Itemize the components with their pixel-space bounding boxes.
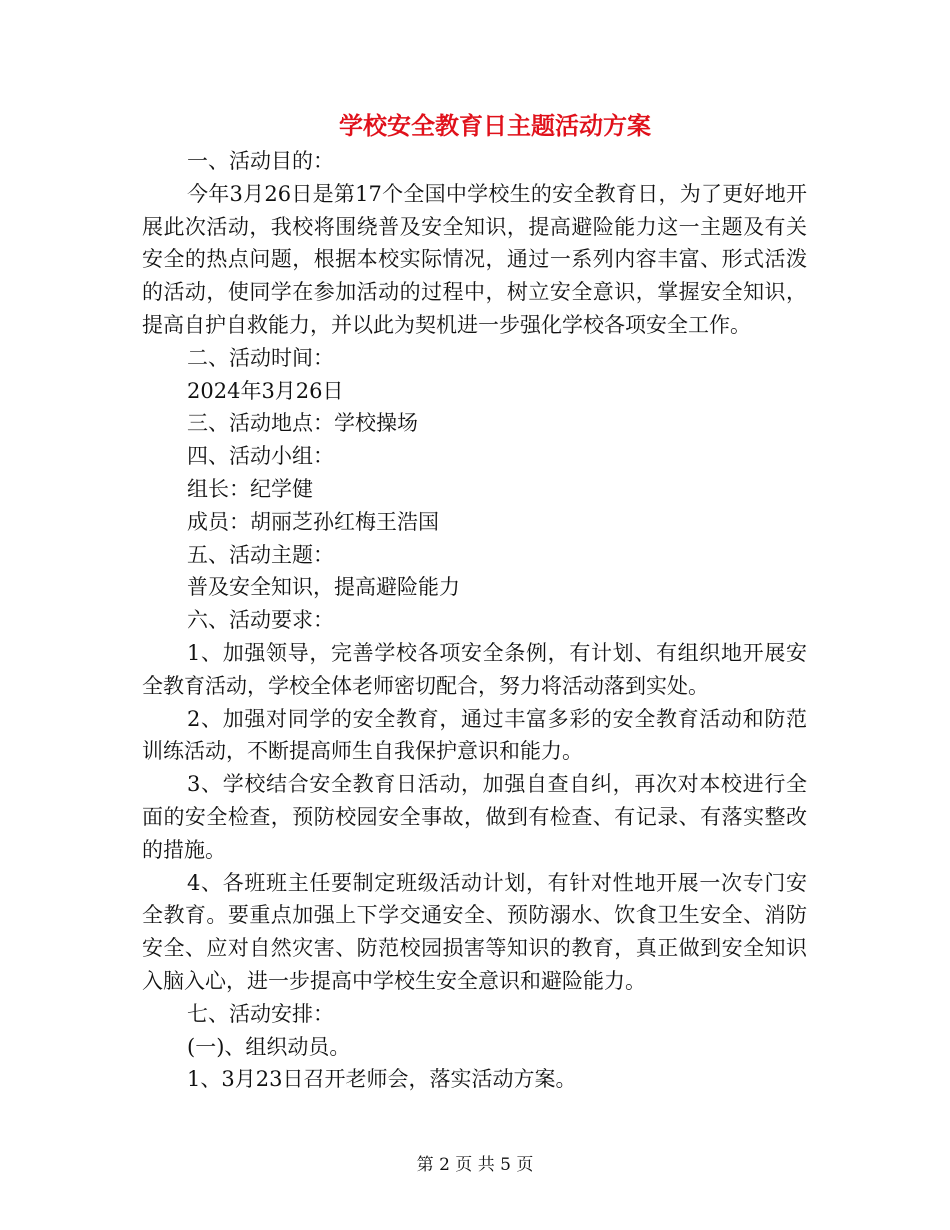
page-number-footer: 第 2 页 共 5 页: [416, 1155, 534, 1175]
section-heading-time: 二、活动时间：: [187, 345, 334, 370]
arrangement-subheading: (一)、组织动员。: [187, 1034, 351, 1059]
section-heading-location: 三、活动地点：学校操场: [187, 411, 418, 436]
section-heading-purpose: 一、活动目的：: [187, 149, 334, 173]
section-heading-requirements: 六、活动要求：: [187, 608, 334, 633]
arrangement-item: 1、3月23日召开老师会，落实活动方案。: [187, 1067, 577, 1092]
document-title: 学校安全教育日主题活动方案: [339, 112, 651, 140]
document-body: [142, 145, 807, 1096]
section-heading-arrangement: 七、活动安排：: [187, 1001, 334, 1026]
group-members: 成员：胡丽芝孙红梅王浩国: [187, 509, 439, 534]
paragraph-purpose: 今年3月26日是第17个全国中学校生的安全教育日，为了更好地开展此次活动，我校将围绕普及安全知识，提高避险能力这一主题及有关安全的热点问题，根据本校实际情况，通过一系列内容丰富、形式活泼的活动，使同学在参加活动的过程中，树立安全意识，掌握安全知识，提高自护自救能力，并以此为契机进一步强化学校各项安全工作。: [142, 181, 807, 337]
requirement-item: 2、加强对同学的安全教育，通过丰富多彩的安全教育活动和防范训练活动，不断提高师生自我保护意识和能力。: [142, 706, 807, 764]
activity-theme: 普及安全知识，提高避险能力: [187, 575, 460, 600]
activity-date: 2024年3月26日: [187, 378, 344, 403]
requirement-item: 1、加强领导，完善学校各项安全条例，有计划、有组织地开展安全教育活动，学校全体老师密切配合，努力将活动落到实处。: [142, 640, 807, 698]
requirement-item: 4、各班班主任要制定班级活动计划，有针对性地开展一次专门安全教育。要重点加强上下学交通安全、预防溺水、饮食卫生安全、消防安全、应对自然灾害、防范校园损害等知识的教育，真正做到安全知识入脑入心，进一步提高中学校生安全意识和避险能力。: [142, 870, 807, 993]
requirement-item: 3、学校结合安全教育日活动，加强自查自纠，再次对本校进行全面的安全检查，预防校园安全事故，做到有检查、有记录、有落实整改的措施。: [142, 772, 807, 862]
section-heading-group: 四、活动小组：: [187, 444, 334, 469]
group-leader: 组长：纪学健: [187, 476, 313, 501]
section-heading-theme: 五、活动主题：: [187, 542, 334, 567]
